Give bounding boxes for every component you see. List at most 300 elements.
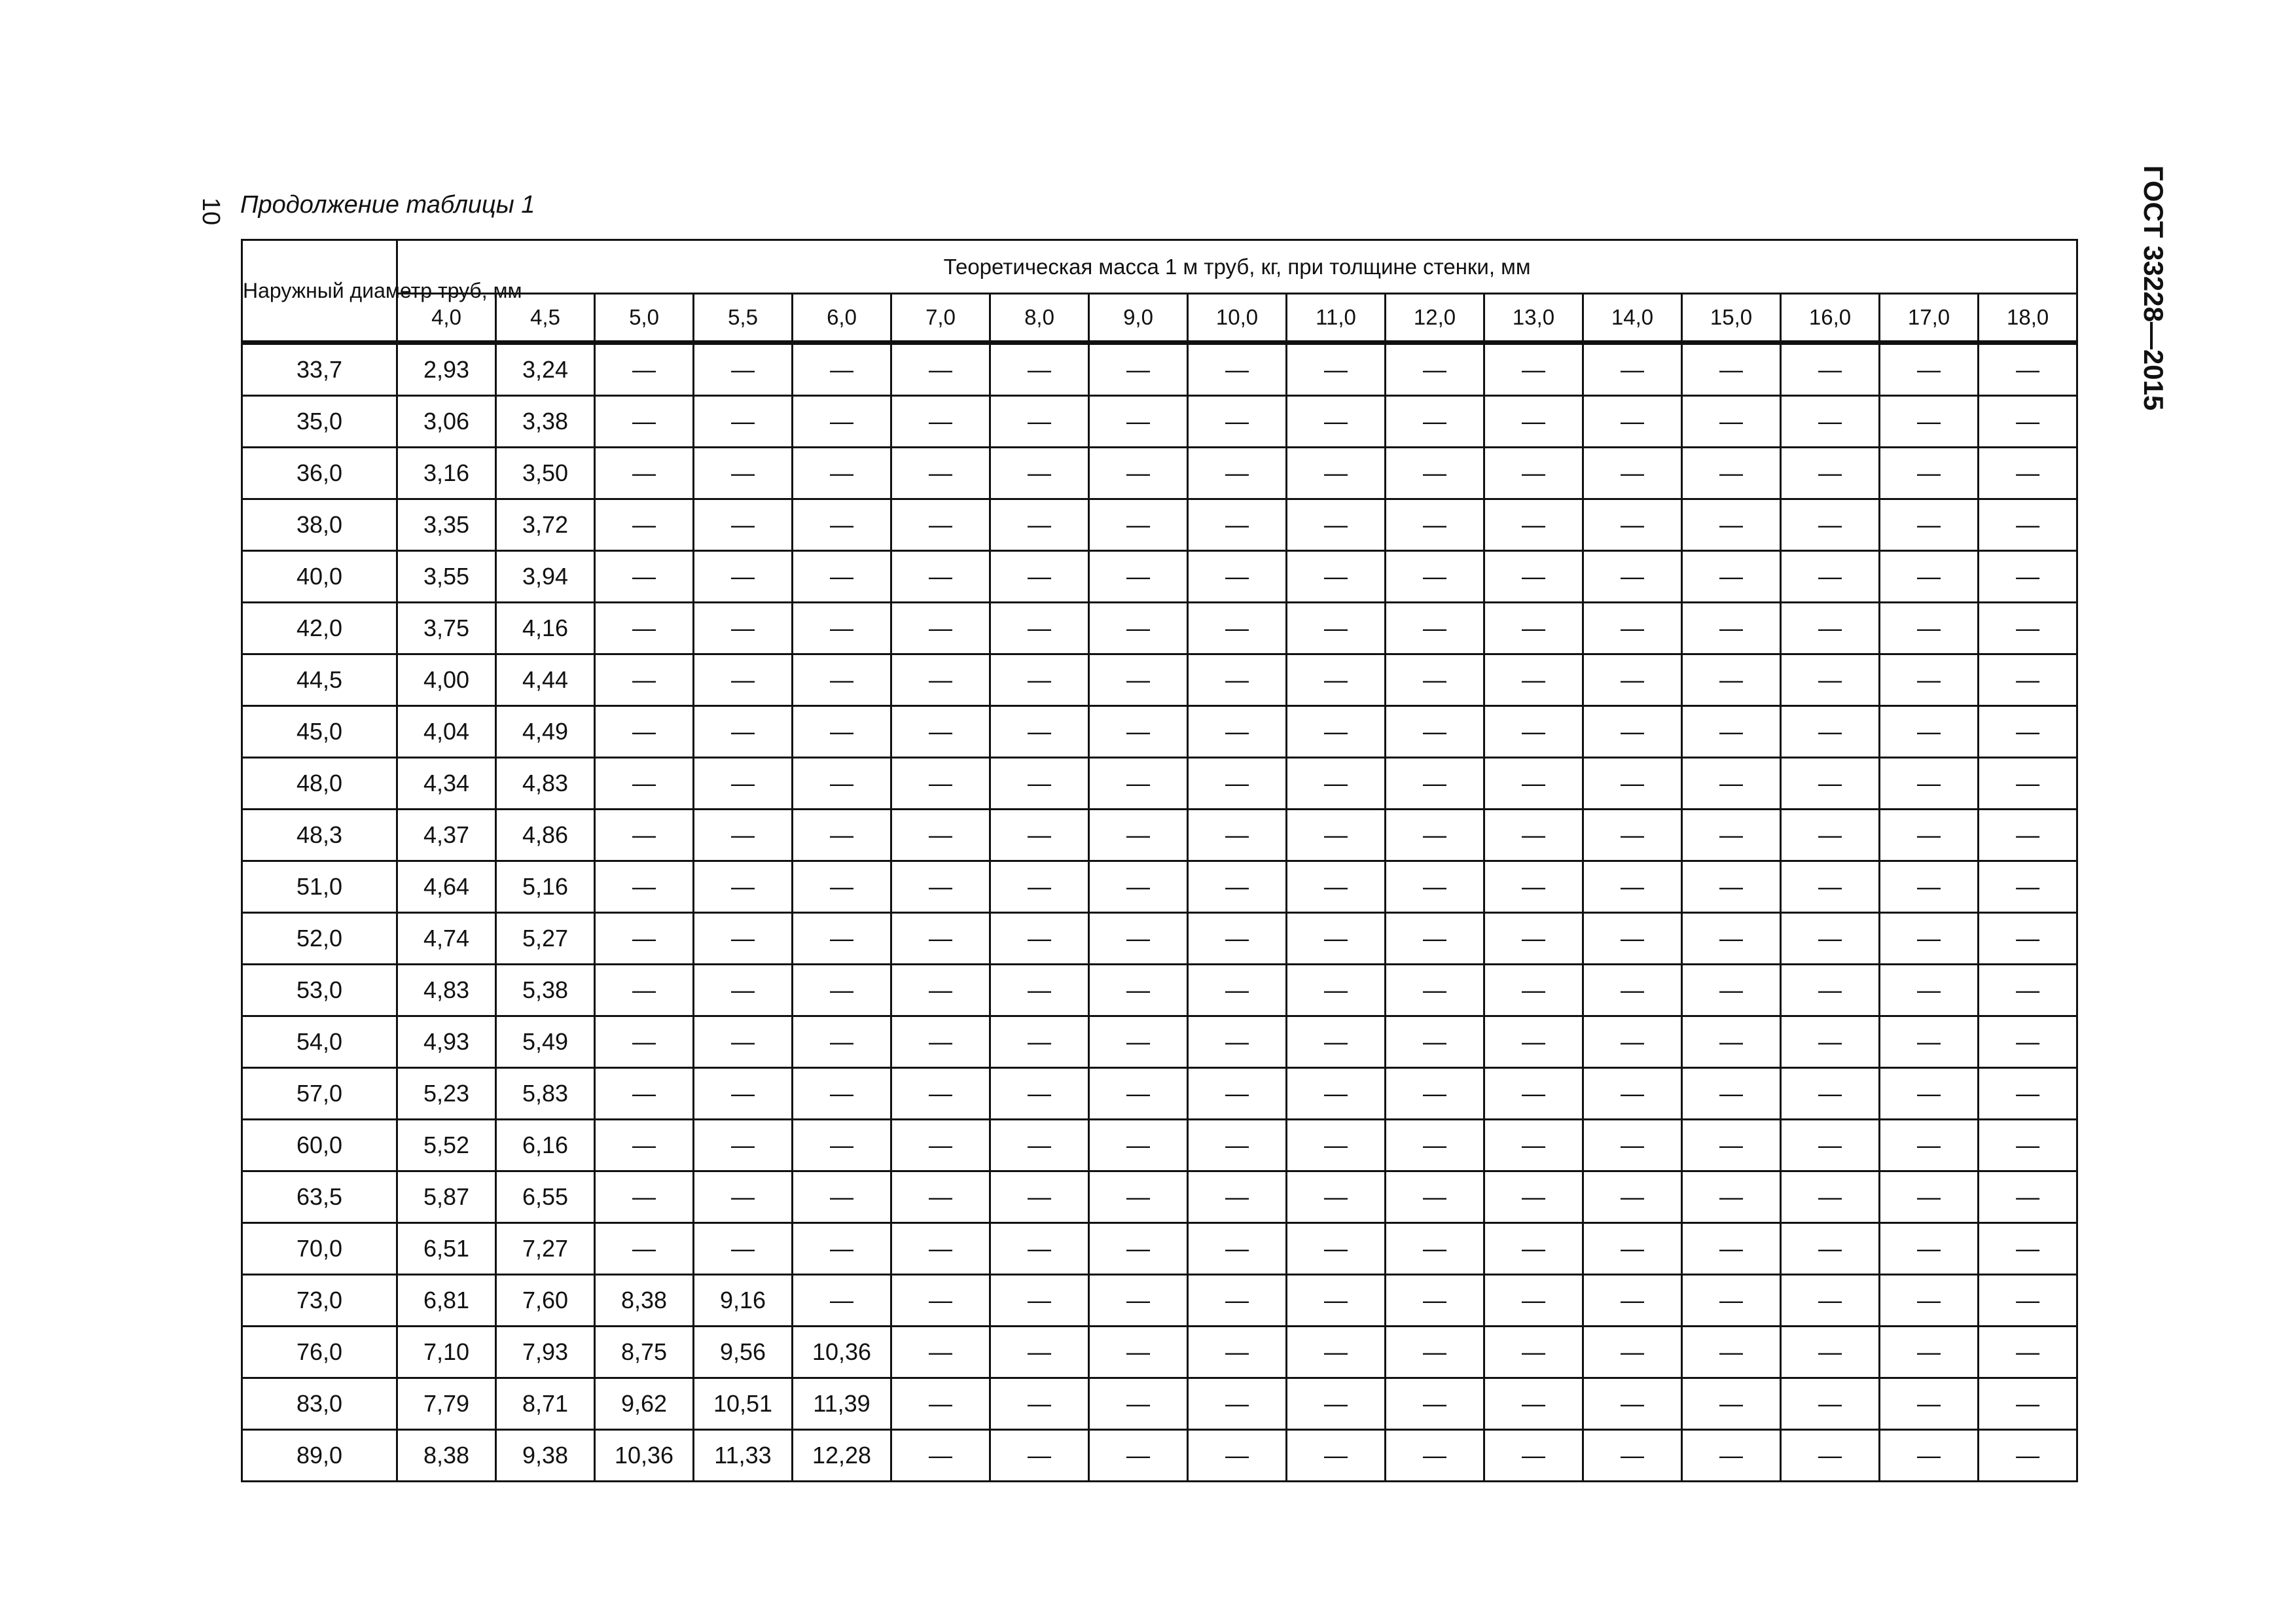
cell-mass-value: —	[1386, 1430, 1484, 1482]
cell-mass-value: —	[1484, 1171, 1583, 1223]
cell-mass-value: —	[1682, 913, 1781, 965]
cell-mass-value: —	[694, 654, 793, 706]
cell-mass-value: —	[1484, 706, 1583, 758]
cell-mass-value: —	[1979, 1275, 2077, 1327]
cell-mass-value: —	[1682, 499, 1781, 551]
cell-mass-value: —	[1682, 965, 1781, 1016]
cell-outer-diameter: 54,0	[242, 1016, 397, 1068]
cell-mass-value: —	[1583, 758, 1682, 810]
cell-outer-diameter: 48,0	[242, 758, 397, 810]
cell-outer-diameter: 35,0	[242, 396, 397, 448]
cell-mass-value: —	[1386, 1327, 1484, 1378]
header-thickness: 12,0	[1386, 294, 1484, 343]
cell-mass-value: —	[1979, 343, 2077, 396]
cell-mass-value: —	[1484, 1378, 1583, 1430]
cell-mass-value: —	[1188, 1068, 1287, 1120]
cell-mass-value: —	[1781, 1171, 1880, 1223]
cell-mass-value: —	[891, 1327, 990, 1378]
cell-outer-diameter: 53,0	[242, 965, 397, 1016]
cell-mass-value: —	[1287, 861, 1386, 913]
cell-mass-value: —	[1484, 1327, 1583, 1378]
table-continuation-caption: Продолжение таблицы 1	[240, 191, 535, 219]
cell-mass-value: —	[990, 913, 1089, 965]
cell-mass-value: —	[1188, 810, 1287, 861]
cell-mass-value: —	[1089, 1223, 1188, 1275]
cell-mass-value: —	[1880, 499, 1979, 551]
cell-mass-value: —	[694, 551, 793, 603]
cell-mass-value: —	[1188, 1171, 1287, 1223]
cell-mass-value: —	[990, 396, 1089, 448]
cell-mass-value: 10,51	[694, 1378, 793, 1430]
cell-mass-value: —	[1979, 396, 2077, 448]
table-header	[242, 240, 2077, 343]
cell-mass-value: 6,51	[397, 1223, 496, 1275]
cell-mass-value: —	[1979, 448, 2077, 499]
cell-mass-value: —	[990, 1068, 1089, 1120]
table-body	[242, 343, 2077, 1482]
cell-mass-value: 5,27	[496, 913, 595, 965]
cell-mass-value: —	[1386, 603, 1484, 654]
cell-mass-value: —	[891, 499, 990, 551]
cell-mass-value: 4,44	[496, 654, 595, 706]
table-row	[242, 965, 2077, 1016]
cell-mass-value: —	[1089, 551, 1188, 603]
cell-mass-value: —	[1781, 1068, 1880, 1120]
cell-mass-value: —	[1583, 1327, 1682, 1378]
cell-mass-value: —	[1287, 551, 1386, 603]
cell-mass-value: —	[1089, 913, 1188, 965]
cell-mass-value: —	[793, 603, 891, 654]
cell-mass-value: —	[1484, 1223, 1583, 1275]
cell-mass-value: —	[1089, 1171, 1188, 1223]
cell-mass-value: 5,23	[397, 1068, 496, 1120]
cell-mass-value: 7,93	[496, 1327, 595, 1378]
cell-mass-value: —	[1583, 810, 1682, 861]
cell-mass-value: —	[1484, 1120, 1583, 1171]
cell-mass-value: —	[990, 654, 1089, 706]
cell-mass-value: 3,24	[496, 343, 595, 396]
cell-mass-value: 8,71	[496, 1378, 595, 1430]
cell-mass-value: —	[1979, 1327, 2077, 1378]
cell-mass-value: —	[793, 1016, 891, 1068]
cell-mass-value: 4,74	[397, 913, 496, 965]
header-thickness: 14,0	[1583, 294, 1682, 343]
cell-mass-value: —	[1979, 603, 2077, 654]
header-thickness: 15,0	[1682, 294, 1781, 343]
cell-mass-value: 6,81	[397, 1275, 496, 1327]
cell-mass-value: —	[1682, 1068, 1781, 1120]
cell-mass-value: —	[1188, 1275, 1287, 1327]
cell-mass-value: —	[1089, 1068, 1188, 1120]
cell-mass-value: —	[694, 1120, 793, 1171]
cell-mass-value: —	[1287, 1430, 1386, 1482]
table-row	[242, 1378, 2077, 1430]
cell-mass-value: —	[990, 343, 1089, 396]
header-thickness: 13,0	[1484, 294, 1583, 343]
cell-mass-value: —	[1188, 1223, 1287, 1275]
cell-mass-value: —	[990, 1327, 1089, 1378]
cell-mass-value: —	[1484, 913, 1583, 965]
cell-mass-value: —	[694, 1068, 793, 1120]
cell-mass-value: 4,04	[397, 706, 496, 758]
cell-mass-value: —	[891, 654, 990, 706]
table-row	[242, 861, 2077, 913]
cell-mass-value: —	[1484, 1430, 1583, 1482]
cell-outer-diameter: 60,0	[242, 1120, 397, 1171]
cell-mass-value: —	[1484, 343, 1583, 396]
cell-outer-diameter: 52,0	[242, 913, 397, 965]
table-row	[242, 810, 2077, 861]
cell-mass-value: —	[1188, 1327, 1287, 1378]
cell-mass-value: —	[793, 551, 891, 603]
cell-mass-value: —	[1979, 913, 2077, 965]
cell-mass-value: —	[1287, 1327, 1386, 1378]
table-row	[242, 706, 2077, 758]
table-row	[242, 396, 2077, 448]
cell-mass-value: 4,83	[496, 758, 595, 810]
cell-mass-value: 4,64	[397, 861, 496, 913]
header-thickness: 11,0	[1287, 294, 1386, 343]
cell-outer-diameter: 63,5	[242, 1171, 397, 1223]
cell-mass-value: —	[1287, 1068, 1386, 1120]
cell-mass-value: —	[1484, 1068, 1583, 1120]
cell-mass-value: 2,93	[397, 343, 496, 396]
cell-mass-value: —	[1979, 810, 2077, 861]
cell-outer-diameter: 48,3	[242, 810, 397, 861]
cell-mass-value: —	[1484, 396, 1583, 448]
cell-mass-value: —	[1781, 654, 1880, 706]
cell-mass-value: —	[1781, 1223, 1880, 1275]
cell-mass-value: —	[1287, 499, 1386, 551]
cell-mass-value: —	[1682, 1171, 1781, 1223]
cell-mass-value: —	[1682, 758, 1781, 810]
cell-mass-value: —	[1979, 1430, 2077, 1482]
cell-mass-value: —	[1682, 396, 1781, 448]
cell-mass-value: —	[990, 1223, 1089, 1275]
cell-mass-value: —	[1287, 1378, 1386, 1430]
header-thickness: 5,0	[595, 294, 694, 343]
header-thickness: 17,0	[1880, 294, 1979, 343]
cell-mass-value: 8,75	[595, 1327, 694, 1378]
cell-mass-value: 3,38	[496, 396, 595, 448]
cell-mass-value: —	[595, 396, 694, 448]
cell-mass-value: —	[1386, 1223, 1484, 1275]
cell-mass-value: —	[891, 1016, 990, 1068]
cell-mass-value: —	[1089, 965, 1188, 1016]
cell-mass-value: 7,60	[496, 1275, 595, 1327]
cell-mass-value: —	[1979, 1068, 2077, 1120]
header-thickness: 5,5	[694, 294, 793, 343]
cell-mass-value: —	[1386, 1275, 1484, 1327]
cell-mass-value: —	[1386, 396, 1484, 448]
cell-mass-value: —	[891, 396, 990, 448]
cell-outer-diameter: 44,5	[242, 654, 397, 706]
cell-mass-value: —	[990, 499, 1089, 551]
cell-mass-value: —	[1880, 1068, 1979, 1120]
cell-mass-value: —	[1583, 965, 1682, 1016]
header-thickness: 4,5	[496, 294, 595, 343]
cell-mass-value: —	[1287, 1120, 1386, 1171]
cell-mass-value: —	[694, 758, 793, 810]
cell-mass-value: 3,35	[397, 499, 496, 551]
cell-mass-value: —	[1682, 1275, 1781, 1327]
cell-mass-value: —	[1484, 1275, 1583, 1327]
cell-mass-value: 10,36	[595, 1430, 694, 1482]
cell-outer-diameter: 36,0	[242, 448, 397, 499]
cell-outer-diameter: 89,0	[242, 1430, 397, 1482]
cell-mass-value: —	[1880, 1171, 1979, 1223]
cell-mass-value: —	[1583, 1120, 1682, 1171]
cell-mass-value: —	[595, 861, 694, 913]
cell-mass-value: —	[891, 1430, 990, 1482]
header-row-group	[242, 240, 2077, 294]
cell-mass-value: —	[1781, 1275, 1880, 1327]
cell-mass-value: 3,55	[397, 551, 496, 603]
header-thickness: 10,0	[1188, 294, 1287, 343]
cell-mass-value: 5,16	[496, 861, 595, 913]
cell-mass-value: —	[1682, 1378, 1781, 1430]
cell-mass-value: —	[694, 965, 793, 1016]
cell-mass-value: —	[1880, 913, 1979, 965]
cell-mass-value: 5,52	[397, 1120, 496, 1171]
header-thickness: 7,0	[891, 294, 990, 343]
cell-mass-value: —	[1979, 706, 2077, 758]
cell-mass-value: —	[1484, 758, 1583, 810]
cell-mass-value: —	[1287, 1275, 1386, 1327]
cell-mass-value: —	[1287, 913, 1386, 965]
cell-mass-value: —	[793, 654, 891, 706]
cell-mass-value: —	[1682, 1016, 1781, 1068]
cell-mass-value: —	[891, 1171, 990, 1223]
cell-mass-value: 11,39	[793, 1378, 891, 1430]
header-thickness: 18,0	[1979, 294, 2077, 343]
cell-mass-value: —	[1287, 343, 1386, 396]
cell-mass-value: 7,79	[397, 1378, 496, 1430]
cell-mass-value: —	[1979, 758, 2077, 810]
cell-mass-value: —	[793, 758, 891, 810]
cell-mass-value: —	[595, 1068, 694, 1120]
header-thickness: 9,0	[1089, 294, 1188, 343]
cell-mass-value: —	[694, 913, 793, 965]
cell-mass-value: —	[1781, 861, 1880, 913]
table-row	[242, 1223, 2077, 1275]
cell-mass-value: —	[595, 654, 694, 706]
cell-mass-value: 9,56	[694, 1327, 793, 1378]
cell-mass-value: —	[694, 603, 793, 654]
cell-mass-value: —	[1386, 1378, 1484, 1430]
table-row	[242, 913, 2077, 965]
cell-mass-value: —	[1484, 965, 1583, 1016]
cell-mass-value: —	[1979, 861, 2077, 913]
cell-mass-value: —	[793, 343, 891, 396]
cell-mass-value: —	[694, 1223, 793, 1275]
header-thickness: 16,0	[1781, 294, 1880, 343]
cell-mass-value: —	[793, 706, 891, 758]
header-theoretical-mass: Теоретическая масса 1 м труб, кг, при толщине стенки, мм	[397, 240, 2077, 294]
cell-mass-value: —	[990, 448, 1089, 499]
cell-outer-diameter: 45,0	[242, 706, 397, 758]
table-row	[242, 551, 2077, 603]
cell-mass-value: —	[1781, 1327, 1880, 1378]
cell-mass-value: —	[1880, 396, 1979, 448]
cell-mass-value: —	[793, 1068, 891, 1120]
cell-mass-value: —	[595, 1171, 694, 1223]
cell-mass-value: —	[1781, 1378, 1880, 1430]
cell-mass-value: —	[891, 758, 990, 810]
cell-mass-value: —	[1287, 1016, 1386, 1068]
cell-mass-value: —	[1583, 1430, 1682, 1482]
cell-mass-value: 3,72	[496, 499, 595, 551]
cell-mass-value: —	[1583, 343, 1682, 396]
cell-mass-value: 9,38	[496, 1430, 595, 1482]
table-row	[242, 654, 2077, 706]
cell-mass-value: —	[1781, 551, 1880, 603]
cell-mass-value: —	[1583, 1275, 1682, 1327]
cell-mass-value: —	[1386, 499, 1484, 551]
cell-mass-value: —	[1287, 603, 1386, 654]
cell-mass-value: —	[1682, 1120, 1781, 1171]
cell-mass-value: —	[891, 343, 990, 396]
cell-mass-value: 3,50	[496, 448, 595, 499]
cell-mass-value: —	[1682, 861, 1781, 913]
cell-outer-diameter: 38,0	[242, 499, 397, 551]
cell-mass-value: —	[1386, 551, 1484, 603]
standard-code: ГОСТ 33228—2015	[2138, 165, 2169, 411]
cell-mass-value: —	[1188, 343, 1287, 396]
table-row	[242, 1120, 2077, 1171]
cell-mass-value: —	[1682, 551, 1781, 603]
cell-mass-value: —	[793, 1120, 891, 1171]
cell-mass-value: 4,00	[397, 654, 496, 706]
cell-mass-value: —	[1089, 1120, 1188, 1171]
cell-mass-value: —	[990, 1016, 1089, 1068]
cell-mass-value: —	[1880, 603, 1979, 654]
cell-mass-value: —	[891, 965, 990, 1016]
header-thickness: 8,0	[990, 294, 1089, 343]
cell-mass-value: 10,36	[793, 1327, 891, 1378]
cell-mass-value: —	[1386, 1171, 1484, 1223]
cell-mass-value: 3,06	[397, 396, 496, 448]
cell-mass-value: —	[1287, 1171, 1386, 1223]
cell-mass-value: —	[1781, 499, 1880, 551]
cell-mass-value: —	[595, 551, 694, 603]
cell-mass-value: —	[1386, 913, 1484, 965]
cell-mass-value: —	[1880, 1378, 1979, 1430]
cell-mass-value: —	[1188, 551, 1287, 603]
cell-mass-value: —	[595, 343, 694, 396]
cell-mass-value: —	[595, 1016, 694, 1068]
cell-mass-value: —	[1979, 1120, 2077, 1171]
cell-mass-value: —	[1979, 551, 2077, 603]
cell-mass-value: —	[1880, 343, 1979, 396]
cell-mass-value: —	[990, 758, 1089, 810]
cell-mass-value: —	[1979, 1223, 2077, 1275]
cell-mass-value: 4,93	[397, 1016, 496, 1068]
table-row	[242, 499, 2077, 551]
cell-mass-value: —	[1781, 913, 1880, 965]
cell-mass-value: —	[793, 965, 891, 1016]
cell-mass-value: —	[1682, 343, 1781, 396]
cell-mass-value: —	[1089, 706, 1188, 758]
cell-outer-diameter: 83,0	[242, 1378, 397, 1430]
cell-mass-value: —	[1386, 810, 1484, 861]
cell-mass-value: —	[1979, 499, 2077, 551]
cell-mass-value: —	[793, 1223, 891, 1275]
cell-mass-value: —	[1089, 1016, 1188, 1068]
cell-mass-value: —	[1287, 810, 1386, 861]
cell-mass-value: —	[1682, 1223, 1781, 1275]
cell-mass-value: —	[694, 499, 793, 551]
cell-mass-value: —	[793, 499, 891, 551]
cell-mass-value: —	[1484, 861, 1583, 913]
cell-mass-value: 4,16	[496, 603, 595, 654]
cell-mass-value: —	[891, 1068, 990, 1120]
cell-mass-value: —	[891, 810, 990, 861]
cell-mass-value: —	[1979, 1378, 2077, 1430]
cell-mass-value: —	[694, 1016, 793, 1068]
cell-mass-value: —	[694, 343, 793, 396]
cell-mass-value: 3,16	[397, 448, 496, 499]
cell-mass-value: —	[1880, 965, 1979, 1016]
cell-mass-value: —	[990, 551, 1089, 603]
cell-mass-value: 3,94	[496, 551, 595, 603]
cell-mass-value: —	[1188, 913, 1287, 965]
cell-mass-value: —	[1979, 965, 2077, 1016]
cell-mass-value: —	[793, 396, 891, 448]
cell-mass-value: —	[793, 913, 891, 965]
cell-mass-value: —	[1880, 810, 1979, 861]
cell-mass-value: —	[1781, 758, 1880, 810]
cell-mass-value: —	[1583, 1378, 1682, 1430]
cell-outer-diameter: 73,0	[242, 1275, 397, 1327]
cell-mass-value: —	[793, 1171, 891, 1223]
cell-mass-value: —	[1386, 1120, 1484, 1171]
cell-mass-value: —	[595, 1223, 694, 1275]
cell-mass-value: —	[1089, 1327, 1188, 1378]
cell-mass-value: —	[1583, 1068, 1682, 1120]
cell-mass-value: —	[891, 448, 990, 499]
cell-mass-value: 8,38	[595, 1275, 694, 1327]
cell-mass-value: —	[1484, 499, 1583, 551]
cell-mass-value: —	[1682, 810, 1781, 861]
cell-mass-value: —	[1386, 706, 1484, 758]
cell-mass-value: —	[694, 396, 793, 448]
cell-outer-diameter: 33,7	[242, 343, 397, 396]
cell-mass-value: —	[595, 603, 694, 654]
cell-mass-value: 5,38	[496, 965, 595, 1016]
cell-mass-value: —	[595, 965, 694, 1016]
cell-mass-value: 3,75	[397, 603, 496, 654]
page-number: 10	[197, 197, 224, 226]
cell-mass-value: —	[595, 1120, 694, 1171]
cell-mass-value: —	[1781, 706, 1880, 758]
cell-mass-value: 8,38	[397, 1430, 496, 1482]
table-row	[242, 1068, 2077, 1120]
table-row	[242, 758, 2077, 810]
cell-mass-value: —	[1188, 654, 1287, 706]
table-row	[242, 1430, 2077, 1482]
cell-mass-value: —	[1386, 1068, 1484, 1120]
cell-outer-diameter: 51,0	[242, 861, 397, 913]
cell-mass-value: 4,86	[496, 810, 595, 861]
cell-mass-value: —	[694, 448, 793, 499]
cell-mass-value: —	[891, 603, 990, 654]
cell-mass-value: —	[595, 758, 694, 810]
cell-mass-value: 5,49	[496, 1016, 595, 1068]
cell-mass-value: 4,37	[397, 810, 496, 861]
cell-mass-value: —	[1682, 1430, 1781, 1482]
cell-mass-value: —	[793, 448, 891, 499]
